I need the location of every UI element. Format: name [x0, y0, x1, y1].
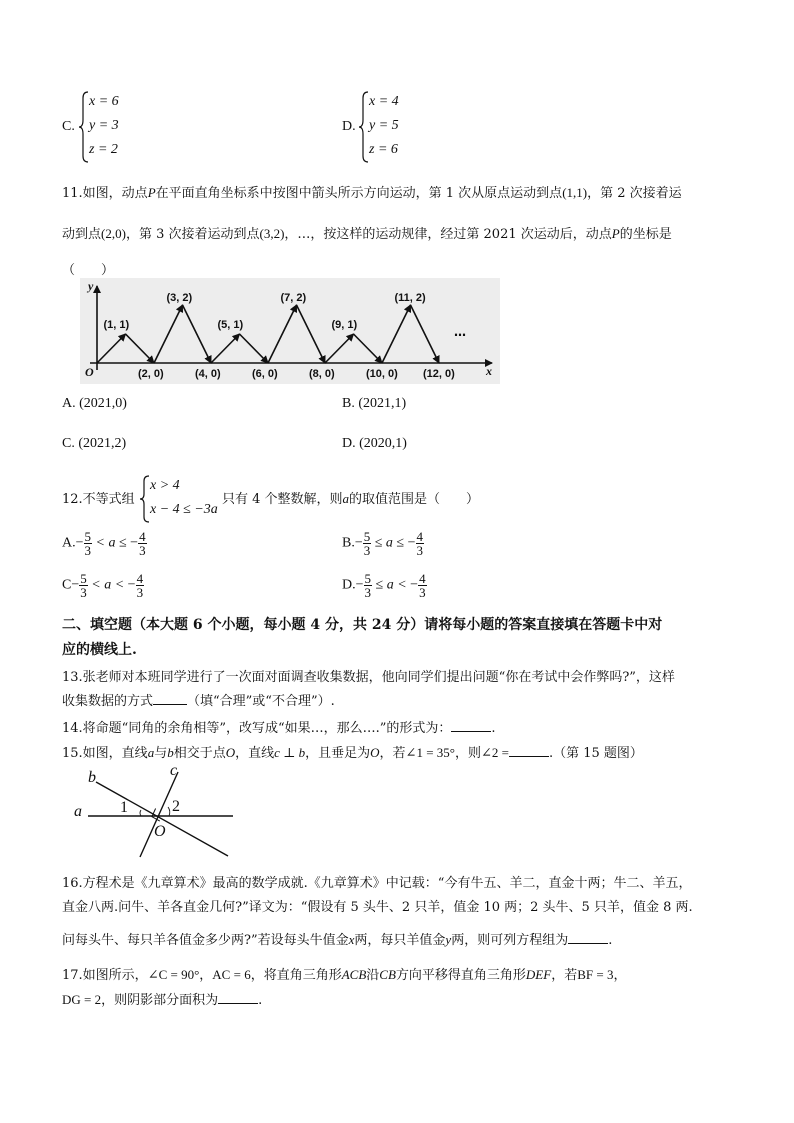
q11-zigzag-figure — [80, 278, 500, 384]
q12-ineq-2: x − 4 ≤ −3a — [150, 502, 218, 517]
top-point-label: (7, 2) — [280, 292, 307, 304]
q16-line-2: 直金八两.问牛、羊各直金几何?”译文为：“假设有 5 头牛、2 只羊，值金 10 两；2 头牛、5 只羊，值金 8 两. — [62, 900, 693, 915]
q14-line: 14.将命题“同角的余角相等”，改写成“如果…，那么….”的形式为： . — [62, 721, 496, 736]
bottom-point-label: (4, 0) — [195, 368, 221, 380]
q12-option-a[interactable]: A.− $\frac{5}{3}$ < a ≤ − $\frac{4}{3}$ — [62, 529, 146, 558]
q10-option-d-label: D. — [342, 119, 356, 134]
top-point-label: (1, 1) — [103, 319, 130, 331]
q11-line-2: 动到点(2,0)，第 3 次接着运动到点(3,2)，…，按这样的运动规律，经过第 2021 次运动后，动点P的坐标是 — [62, 226, 672, 242]
q12-ineq-1: x > 4 — [150, 478, 180, 493]
q10-d-eq-x: x = 4 — [369, 94, 399, 109]
angle-1-arc — [140, 810, 141, 816]
q16-line-1: 16.方程术是《九章算术》最高的数学成就.《九章算术》中记载：“今有牛五、羊二，直金十两；牛二、羊五， — [62, 876, 692, 891]
q13-line-1: 13.张老师对本班同学进行了一次面对面调查收集数据，他向同学们提出问题“你在考试中会作弊吗?”，这样 — [62, 670, 675, 685]
q15-line: 15.如图，直线a与b相交于点O，直线c ⊥ b，且垂足为O，若∠1 = 35°，则∠2 = .（第 15 题图） — [62, 745, 643, 761]
q11-option-a[interactable]: A. (2021,0) — [62, 396, 127, 411]
line-b — [96, 782, 228, 856]
top-point-label: (3, 2) — [166, 292, 193, 304]
fraction: $\frac{4}{3}$ — [136, 571, 144, 600]
q12-option-d[interactable]: D.− $\frac{5}{3}$ ≤ a < − $\frac{4}{3}$ — [342, 571, 426, 600]
bottom-point-label: (6, 0) — [252, 368, 278, 380]
q11-option-b[interactable]: B. (2021,1) — [342, 396, 407, 411]
bottom-point-label: (2, 0) — [138, 368, 164, 380]
top-point-label: (11, 2) — [394, 292, 426, 304]
section-2-heading-line-1: 二、填空题（本大题 6 个小题，每小题 4 分，共 24 分）请将每小题的答案直接填在答题卡中对 — [62, 617, 663, 633]
q10-d-eq-z: z = 6 — [369, 142, 398, 157]
q10-d-eq-y: y = 5 — [369, 118, 399, 133]
top-point-label: (5, 1) — [217, 319, 244, 331]
q11-line-1: 11.如图，动点P在平面直角坐标系中按图中箭头所示方向运动，第 1 次从原点运动到点(1,1)，第 2 次接着运 — [62, 185, 682, 201]
label-angle-2: 2 — [172, 798, 180, 815]
label-c: c — [170, 762, 178, 779]
q10-option-c-label: C. — [62, 119, 75, 134]
q10-c-eq-z: z = 2 — [89, 142, 118, 157]
x-axis-label: x — [486, 364, 492, 378]
q10-c-eq-x: x = 6 — [89, 94, 119, 109]
fraction: $\frac{5}{3}$ — [84, 529, 92, 558]
q13-answer-blank[interactable] — [153, 704, 187, 705]
bottom-point-label: (10, 0) — [366, 368, 398, 380]
fraction: $\frac{5}{3}$ — [80, 571, 87, 600]
label-o: O — [154, 823, 166, 840]
q11-line-3: （ ） — [62, 263, 115, 278]
origin-label: O — [85, 365, 94, 379]
q11-option-c[interactable]: C. (2021,2) — [62, 436, 127, 451]
section-2-heading-line-2: 应的横线上. — [62, 642, 137, 658]
q17-answer-blank[interactable] — [218, 1003, 258, 1004]
q12-inequality-system — [140, 474, 230, 524]
q15-answer-blank[interactable] — [509, 756, 549, 757]
fraction: $\frac{4}{3}$ — [416, 529, 424, 558]
q17-line-2: DG = 2，则阴影部分面积为 . — [62, 992, 263, 1008]
top-point-label: (9, 1) — [331, 319, 358, 331]
q15-lines-figure — [68, 762, 240, 860]
q12-prefix: 12.不等式组 — [62, 492, 135, 507]
q11-option-d[interactable]: D. (2020,1) — [342, 436, 407, 451]
ellipsis: … — [454, 325, 466, 339]
fraction: $\frac{5}{3}$ — [364, 571, 372, 600]
q10-c-eq-y: y = 3 — [89, 118, 119, 133]
label-a: a — [74, 803, 82, 820]
fraction: $\frac{4}{3}$ — [139, 529, 146, 558]
angle-2-arc — [168, 807, 170, 816]
fraction: $\frac{5}{3}$ — [363, 529, 371, 558]
q16-line-3: 问每头牛、每只羊各值金多少两?”若设每头牛值金x两，每只羊值金y两，则可列方程组为 . — [62, 932, 613, 948]
left-brace-icon — [79, 90, 89, 164]
label-angle-1: 1 — [120, 799, 128, 816]
left-brace-icon — [140, 474, 150, 524]
left-brace-icon — [359, 90, 369, 164]
label-b: b — [88, 769, 96, 786]
point-p: P — [147, 185, 156, 200]
q10-option-c-system — [79, 90, 139, 164]
bottom-point-label: (12, 0) — [423, 368, 455, 380]
fraction: $\frac{4}{3}$ — [419, 571, 426, 600]
q13-line-2: 收集数据的方式 （填“合理”或“不合理”）. — [62, 694, 335, 709]
y-axis-label: y — [88, 279, 94, 293]
q10-option-d-system — [359, 90, 419, 164]
q17-line-1: 17.如图所示，∠C = 90°，AC = 6，将直角三角形ACB沿CB方向平移得直角三角形DEF，若BF = 3， — [62, 967, 627, 983]
q12-option-c[interactable]: C− $\frac{5}{3}$ < a < − $\frac{4}{3}$ — [62, 571, 144, 600]
bottom-point-label: (8, 0) — [309, 368, 335, 380]
q12-suffix: 只有 4 个整数解，则a的取值范围是（ ） — [222, 491, 480, 507]
q14-answer-blank[interactable] — [451, 731, 491, 732]
q12-option-b[interactable]: B.− $\frac{5}{3}$ ≤ a ≤ − $\frac{4}{3}$ — [342, 529, 424, 558]
q16-answer-blank[interactable] — [568, 943, 608, 944]
